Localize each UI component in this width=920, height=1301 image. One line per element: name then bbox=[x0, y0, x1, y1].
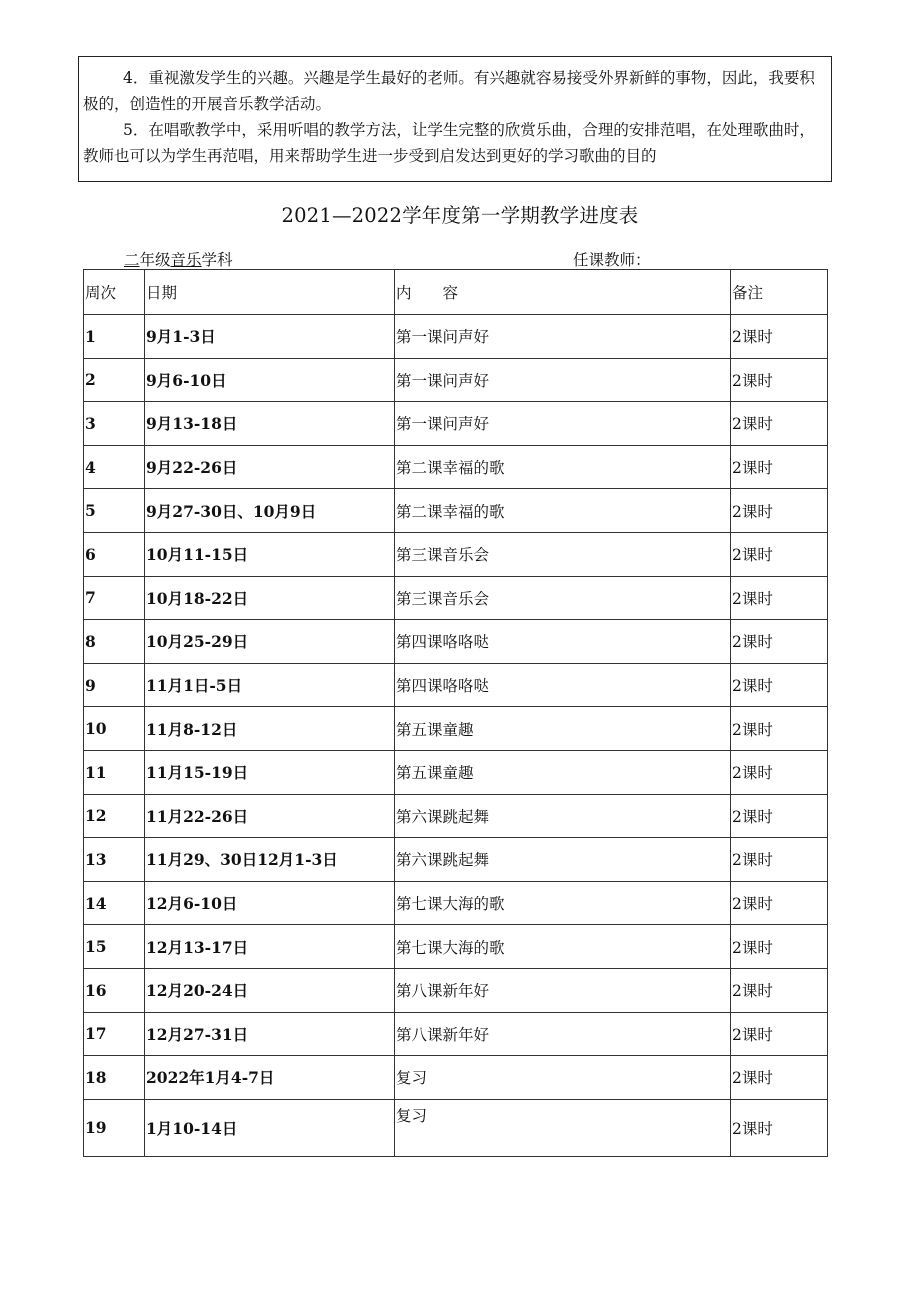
cell-date: 12月6-10日 bbox=[145, 881, 395, 925]
cell-week: 6 bbox=[84, 532, 145, 576]
table-row bbox=[84, 925, 828, 969]
cell-week: 14 bbox=[84, 881, 145, 925]
table-row bbox=[84, 532, 828, 576]
cell-content: 第一课问声好 bbox=[395, 358, 731, 402]
cell-week: 1 bbox=[84, 315, 145, 359]
cell-content: 第五课童趣 bbox=[395, 750, 731, 794]
cell-note: 2课时 bbox=[731, 794, 828, 838]
cell-content: 复习 bbox=[395, 1056, 731, 1100]
cell-date: 12月13-17日 bbox=[145, 925, 395, 969]
cell-content: 第三课音乐会 bbox=[395, 576, 731, 620]
cell-note: 2课时 bbox=[731, 1099, 828, 1156]
header-content: 内 容 bbox=[395, 270, 731, 315]
note-item-5: 5．在唱歌教学中，采用听唱的教学方法，让学生完整的欣赏乐曲，合理的安排范唱，在处理歌曲时，教师也可以为学生再范唱，用来帮助学生进一步受到启发达到更好的学习歌曲的目的 bbox=[83, 121, 815, 165]
notes-box bbox=[78, 56, 832, 182]
cell-date: 9月22-26日 bbox=[145, 445, 395, 489]
cell-note: 2课时 bbox=[731, 445, 828, 489]
cell-content: 第二课幸福的歌 bbox=[395, 445, 731, 489]
grade-suffix: 年级 bbox=[139, 251, 171, 269]
cell-note: 2课时 bbox=[731, 620, 828, 664]
teacher-label: 任课教师： bbox=[573, 251, 651, 269]
cell-week: 15 bbox=[84, 925, 145, 969]
cell-date: 10月18-22日 bbox=[145, 576, 395, 620]
cell-date: 9月13-18日 bbox=[145, 402, 395, 446]
table-header-row bbox=[84, 270, 828, 315]
cell-content: 第一课问声好 bbox=[395, 315, 731, 359]
cell-note: 2课时 bbox=[731, 402, 828, 446]
cell-note: 2课时 bbox=[731, 532, 828, 576]
cell-date: 11月1日-5日 bbox=[145, 663, 395, 707]
cell-content: 复习 bbox=[395, 1099, 731, 1156]
cell-week: 8 bbox=[84, 620, 145, 664]
cell-note: 2课时 bbox=[731, 968, 828, 1012]
table-row bbox=[84, 663, 828, 707]
cell-content: 第五课童趣 bbox=[395, 707, 731, 751]
cell-content: 第三课音乐会 bbox=[395, 532, 731, 576]
cell-week: 16 bbox=[84, 968, 145, 1012]
cell-content: 第七课大海的歌 bbox=[395, 881, 731, 925]
table-row bbox=[84, 489, 828, 533]
header-note: 备注 bbox=[731, 270, 828, 315]
cell-note: 2课时 bbox=[731, 838, 828, 882]
cell-date: 9月6-10日 bbox=[145, 358, 395, 402]
header-week: 周次 bbox=[84, 270, 145, 315]
cell-week: 5 bbox=[84, 489, 145, 533]
subject-value: 音乐 bbox=[170, 251, 202, 269]
header-date: 日期 bbox=[145, 270, 395, 315]
cell-date: 12月20-24日 bbox=[145, 968, 395, 1012]
cell-date: 11月22-26日 bbox=[145, 794, 395, 838]
cell-content: 第四课咯咯哒 bbox=[395, 663, 731, 707]
cell-week: 13 bbox=[84, 838, 145, 882]
cell-note: 2课时 bbox=[731, 576, 828, 620]
cell-note: 2课时 bbox=[731, 1012, 828, 1056]
table-row bbox=[84, 794, 828, 838]
cell-week: 11 bbox=[84, 750, 145, 794]
cell-note: 2课时 bbox=[731, 881, 828, 925]
cell-week: 12 bbox=[84, 794, 145, 838]
cell-date: 9月27-30日、10月9日 bbox=[145, 489, 395, 533]
cell-content: 第四课咯咯哒 bbox=[395, 620, 731, 664]
cell-note: 2课时 bbox=[731, 925, 828, 969]
table-row bbox=[84, 576, 828, 620]
cell-date: 10月11-15日 bbox=[145, 532, 395, 576]
table-row bbox=[84, 1056, 828, 1100]
table-row bbox=[84, 315, 828, 359]
cell-date: 12月27-31日 bbox=[145, 1012, 395, 1056]
cell-content: 第八课新年好 bbox=[395, 1012, 731, 1056]
cell-content: 第六课跳起舞 bbox=[395, 838, 731, 882]
table-row bbox=[84, 1099, 828, 1156]
cell-date: 2022年1月4-7日 bbox=[145, 1056, 395, 1100]
table-row bbox=[84, 620, 828, 664]
table-row bbox=[84, 750, 828, 794]
table-row bbox=[84, 445, 828, 489]
cell-note: 2课时 bbox=[731, 1056, 828, 1100]
cell-week: 2 bbox=[84, 358, 145, 402]
cell-date: 1月10-14日 bbox=[145, 1099, 395, 1156]
cell-week: 17 bbox=[84, 1012, 145, 1056]
cell-note: 2课时 bbox=[731, 315, 828, 359]
cell-note: 2课时 bbox=[731, 707, 828, 751]
cell-content: 第一课问声好 bbox=[395, 402, 731, 446]
table-row bbox=[84, 707, 828, 751]
cell-week: 10 bbox=[84, 707, 145, 751]
cell-date: 9月1-3日 bbox=[145, 315, 395, 359]
table-row bbox=[84, 402, 828, 446]
cell-note: 2课时 bbox=[731, 489, 828, 533]
cell-content: 第八课新年好 bbox=[395, 968, 731, 1012]
cell-note: 2课时 bbox=[731, 358, 828, 402]
subject-suffix: 学科 bbox=[201, 251, 233, 269]
table-row bbox=[84, 881, 828, 925]
cell-week: 7 bbox=[84, 576, 145, 620]
grade-value: 二 bbox=[124, 251, 140, 269]
cell-content: 第七课大海的歌 bbox=[395, 925, 731, 969]
cell-content: 第六课跳起舞 bbox=[395, 794, 731, 838]
cell-date: 11月15-19日 bbox=[145, 750, 395, 794]
cell-week: 3 bbox=[84, 402, 145, 446]
cell-date: 10月25-29日 bbox=[145, 620, 395, 664]
page-title: 2021—2022学年度第一学期教学进度表 bbox=[281, 204, 639, 227]
schedule-table bbox=[83, 269, 828, 1157]
cell-week: 19 bbox=[84, 1099, 145, 1156]
cell-week: 4 bbox=[84, 445, 145, 489]
cell-date: 11月8-12日 bbox=[145, 707, 395, 751]
table-row bbox=[84, 358, 828, 402]
table-row bbox=[84, 1012, 828, 1056]
note-item-4: 4．重视激发学生的兴趣。兴趣是学生最好的老师。有兴趣就容易接受外界新鲜的事物，因此，我要积极的，创造性的开展音乐教学活动。 bbox=[83, 69, 815, 113]
table-row bbox=[84, 968, 828, 1012]
cell-date: 11月29、30日12月1-3日 bbox=[145, 838, 395, 882]
grade-subject-line bbox=[124, 248, 233, 270]
cell-week: 18 bbox=[84, 1056, 145, 1100]
cell-note: 2课时 bbox=[731, 750, 828, 794]
cell-content: 第二课幸福的歌 bbox=[395, 489, 731, 533]
cell-week: 9 bbox=[84, 663, 145, 707]
table-row bbox=[84, 838, 828, 882]
cell-note: 2课时 bbox=[731, 663, 828, 707]
